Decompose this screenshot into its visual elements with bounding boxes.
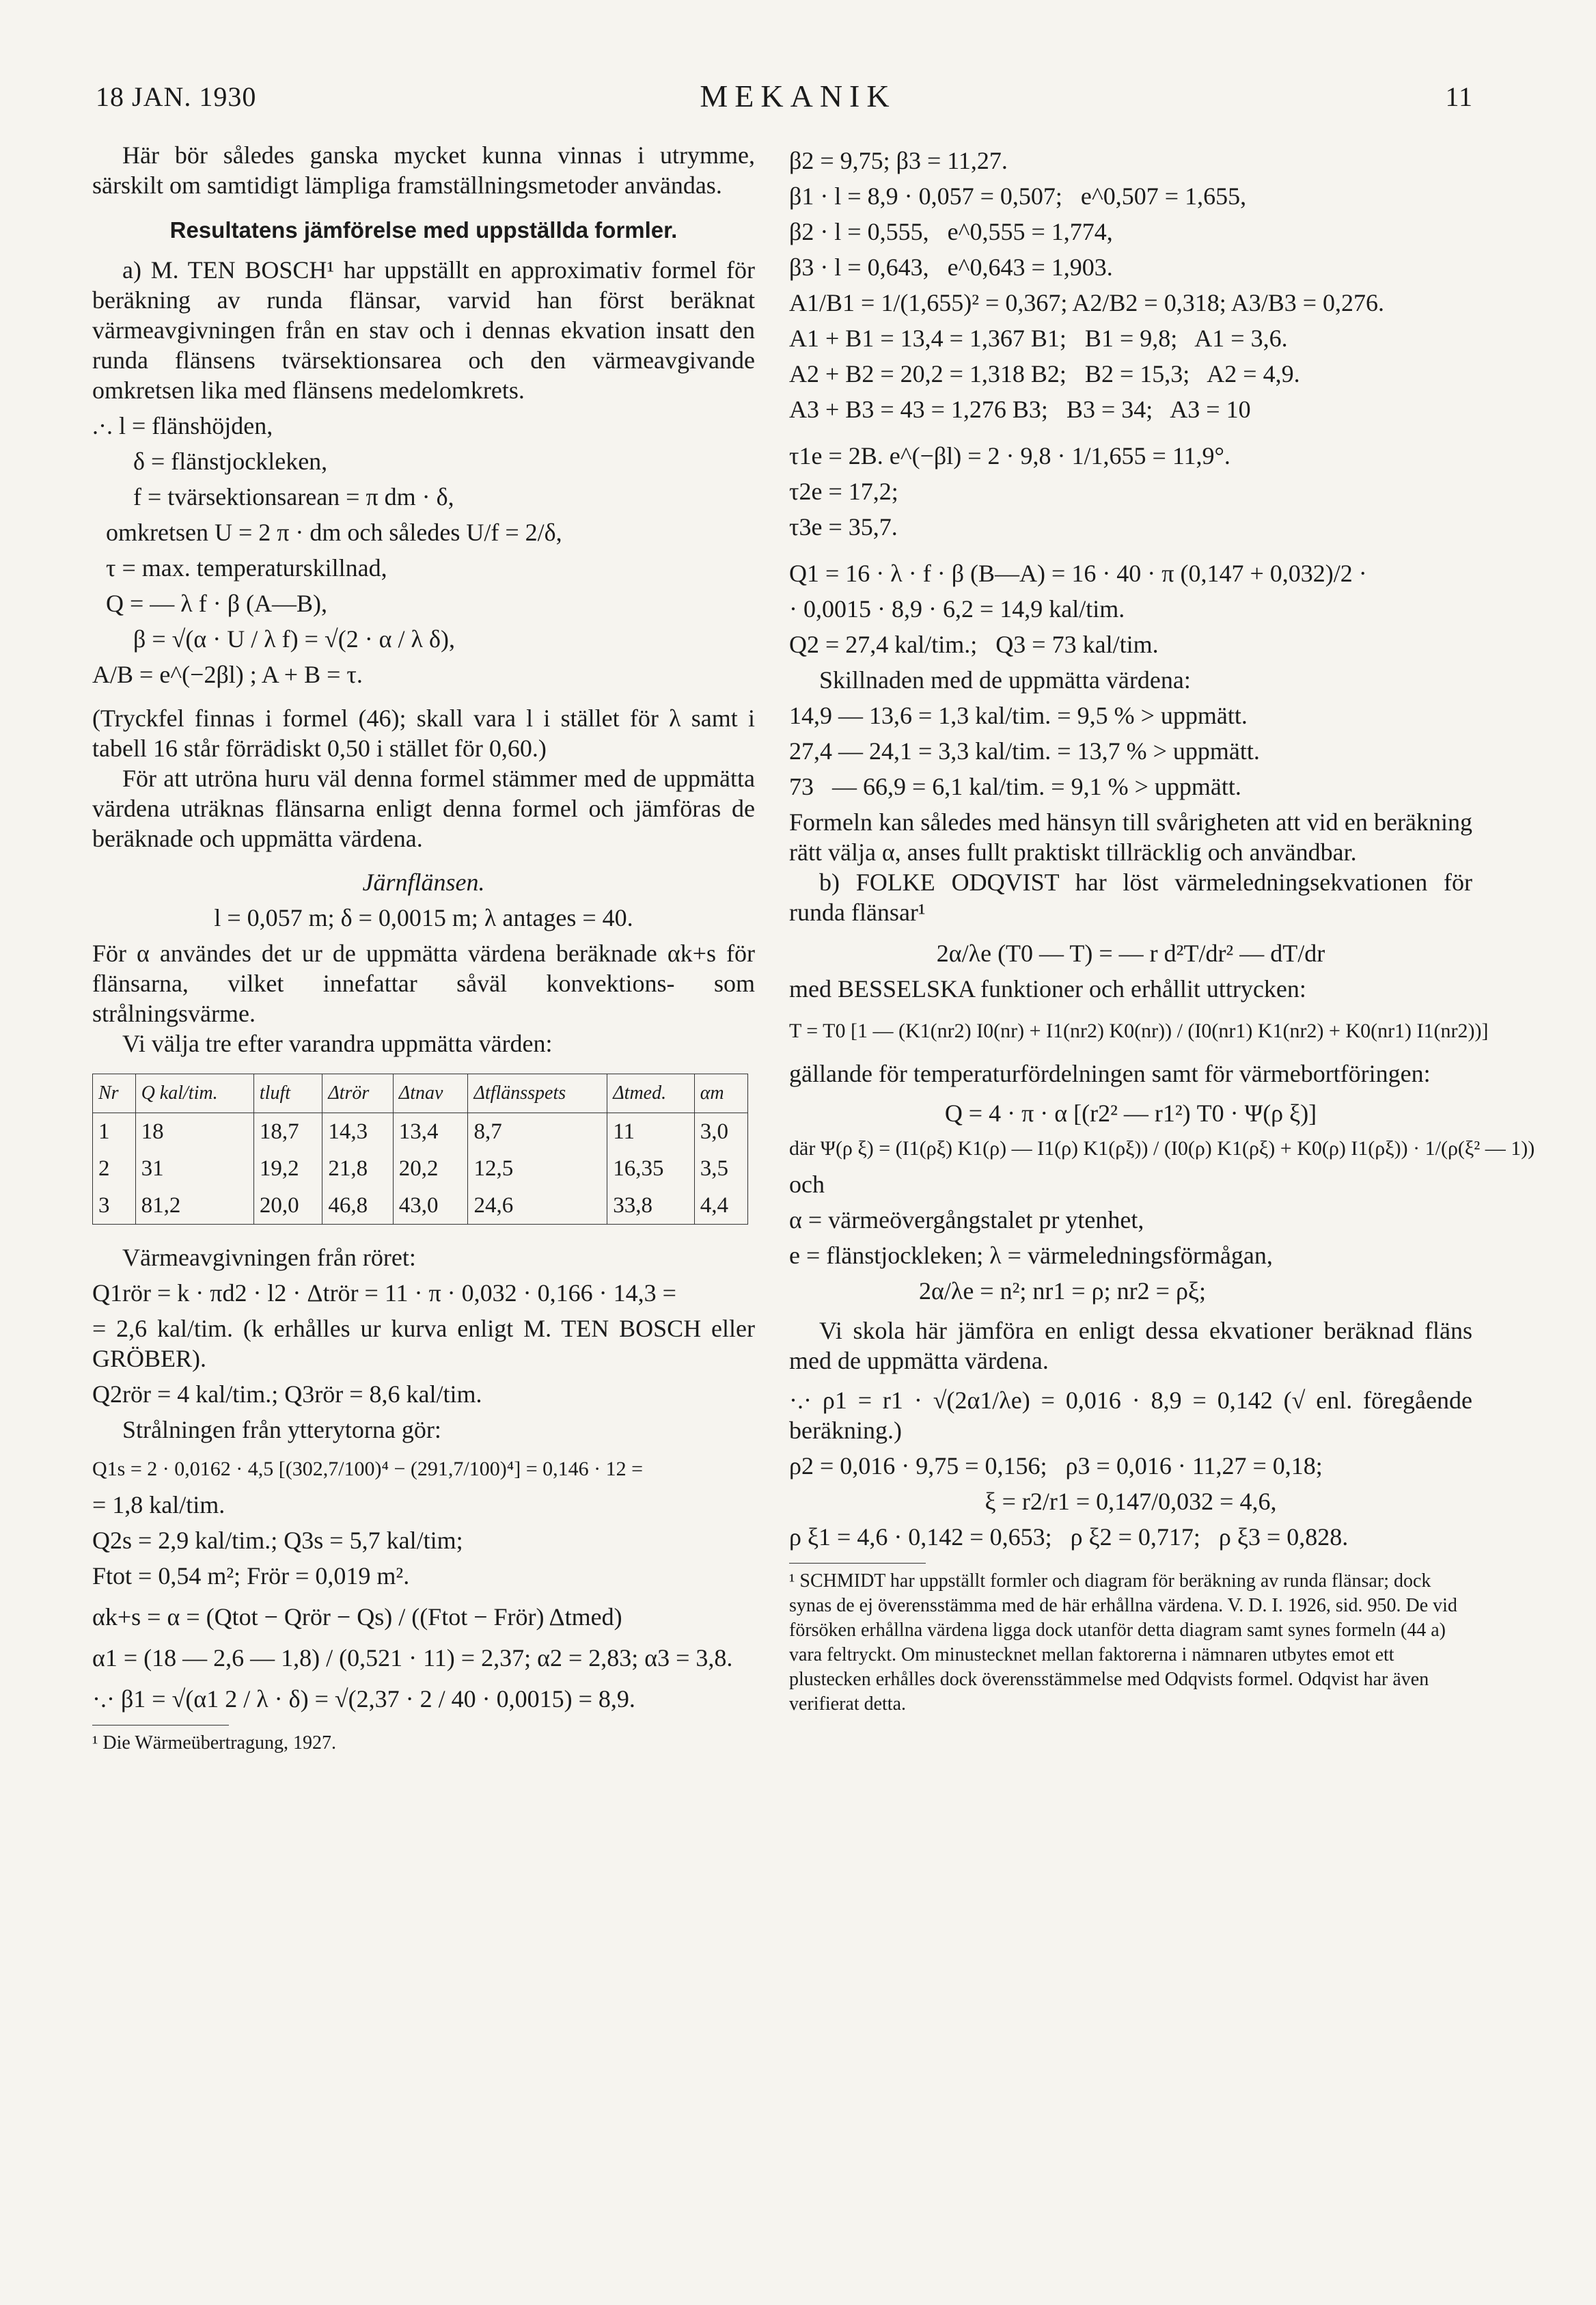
table-cell: 46,8 xyxy=(322,1187,393,1225)
table-cell: 18,7 xyxy=(253,1113,322,1151)
formula-r6: A1 + B1 = 13,4 = 1,367 B1; B1 = 9,8; A1 = 3,6. xyxy=(789,325,1288,352)
table-cell: 19,2 xyxy=(253,1150,322,1187)
formula-alpha-values: α1 = (18 — 2,6 — 1,8) / (0,521 · 11) = 2,37; α2 = 2,83; α3 = 3,8. xyxy=(92,1644,733,1672)
formula-r7: A2 + B2 = 20,2 = 1,318 B2; B2 = 15,3; A2 = 4,9. xyxy=(789,360,1300,387)
difference-3: 73 — 66,9 = 6,1 kal/tim. = 9,1 % > uppmätt. xyxy=(789,773,1241,800)
formula-temperature: T = T0 [1 — (K1(nr2) I0(nr) + I1(nr2) K0(nr)) / (I0(nr1) K1(nr2) + K0(nr1) I1(nr2))] xyxy=(789,1020,1489,1042)
subtitle-iron-fin: Järnflänsen. xyxy=(362,869,485,896)
table-row xyxy=(93,1150,748,1187)
table-cell: 12,5 xyxy=(468,1150,607,1187)
formula-beta1: ·.· β1 = √(α1 2 / λ · δ) = √(2,37 · 2 / 40 · 0,0015) = 8,9. xyxy=(92,1685,635,1713)
col-q: Q kal/tim. xyxy=(135,1074,253,1113)
errata-note: (Tryckfel finnas i formel (46); skall vara l i stället för λ samt i tabell 16 står förrädiskt 0,50 i stället för 0,60.) xyxy=(92,705,755,762)
table-cell: 31 xyxy=(135,1150,253,1187)
formula-rho1: ·.· ρ1 = r1 · √(2α1/λe) = 0,016 · 8,9 = 0,142 (√ enl. föregående beräkning.) xyxy=(789,1387,1472,1444)
formula-r3: β2 · l = 0,555, e^0,555 = 1,774, xyxy=(789,218,1113,245)
parameters: l = 0,057 m; δ = 0,0015 m; λ antages = 40. xyxy=(214,904,633,931)
definition-alpha: α = värmeövergångstalet pr ytenhet, xyxy=(789,1206,1144,1233)
paragraph-validity: gällande för temperaturfördelningen samt för värmebortföringen: xyxy=(789,1060,1431,1087)
formula-q1s-cont: = 1,8 kal/tim. xyxy=(92,1491,225,1518)
formula-q2ror: Q2rör = 4 kal/tim.; Q3rör = 8,6 kal/tim. xyxy=(92,1380,482,1408)
formula-r10: τ2e = 17,2; xyxy=(789,478,898,505)
footnote-rule xyxy=(92,1725,229,1726)
paragraph-check: För att utröna huru väl denna formel stämmer med de uppmätta värdena uträknas flänsarna enligt denna formel och jämföras de beräknade och uppmätta värdena. xyxy=(92,765,755,852)
formula-r12: Q1 = 16 · λ · f · β (B—A) = 16 · 40 · π (0,147 + 0,032)/2 · xyxy=(789,560,1367,587)
paragraph-compare: Vi skola här jämföra en enligt dessa ekvationer beräknad fläns med de uppmätta värdena. xyxy=(789,1317,1472,1374)
word-och: och xyxy=(789,1171,825,1198)
difference-1: 14,9 — 13,6 = 1,3 kal/tim. = 9,5 % > uppmätt. xyxy=(789,702,1248,729)
col-dtmed: Δtmed. xyxy=(607,1074,694,1113)
col-alpha: αm xyxy=(694,1074,747,1113)
definition-f: f = tvärsektionsarean = π dm · δ, xyxy=(133,483,454,510)
paragraph-alpha: För α användes det ur de uppmätta värdena beräknade αk+s för flänsarna, vilket innefattar såväl konvektions- som strålningsvärme. xyxy=(92,940,755,1027)
paragraph-b: b) FOLKE ODQVIST har löst värmeledningsekvationen för runda flänsar¹ xyxy=(789,869,1472,926)
formula-r11: τ3e = 35,7. xyxy=(789,513,898,541)
footnote-rule xyxy=(789,1563,926,1564)
table-cell: 24,6 xyxy=(468,1187,607,1225)
formula-r9: τ1e = 2B. e^(−βl) = 2 · 9,8 · 1/1,655 = 11,9°. xyxy=(789,442,1230,469)
definition-tau: τ = max. temperaturskillnad, xyxy=(106,554,387,582)
table-cell: 20,2 xyxy=(393,1150,468,1187)
col-nr: Nr xyxy=(93,1074,136,1113)
formula-r13: · 0,0015 · 8,9 · 6,2 = 14,9 kal/tim. xyxy=(789,595,1125,623)
col-dtnav: Δtnav xyxy=(393,1074,468,1113)
formula-ftot: Ftot = 0,54 m²; Frör = 0,019 m². xyxy=(92,1562,410,1590)
formula-rho-xi: ρ ξ1 = 4,6 · 0,142 = 0,653; ρ ξ2 = 0,717; ρ ξ3 = 0,828. xyxy=(789,1523,1349,1551)
table-cell: 20,0 xyxy=(253,1187,322,1225)
formula-n: 2α/λe = n²; nr1 = ρ; nr2 = ρξ; xyxy=(919,1277,1206,1305)
formula-heat-equation: 2α/λe (T0 — T) = — r d²T/dr² — dT/dr xyxy=(936,940,1325,967)
formula-q: Q = — λ f · β (A—B), xyxy=(106,590,328,617)
formula-r8: A3 + B3 = 43 = 1,276 B3; B3 = 34; A3 = 10 xyxy=(789,396,1251,423)
paragraph-choose: Vi välja tre efter varandra uppmätta värden: xyxy=(122,1030,553,1057)
formula-beta: β = √(α · U / λ f) = √(2 · α / λ δ), xyxy=(133,625,455,653)
formula-q1ror: Q1rör = k · πd2 · l2 · Δtrör = 11 · π · 0,032 · 0,166 · 14,3 = xyxy=(92,1279,676,1307)
paragraph-a: a) M. TEN BOSCH¹ har uppställt en approximativ formel för beräkning av runda flänsar, varvid han först beräknat värmeavgivningen från en stav och i dennas ekvation insatt den runda flänsens tvärsektionsarea och den värmeavgivande omkretsen lika med flänsens medelomkrets. xyxy=(92,256,755,404)
right-column xyxy=(789,140,1535,1717)
table-cell: 33,8 xyxy=(607,1187,694,1225)
table-cell: 14,3 xyxy=(322,1113,393,1151)
table-header-row xyxy=(93,1074,748,1113)
formula-q2s: Q2s = 2,9 kal/tim.; Q3s = 5,7 kal/tim; xyxy=(92,1527,463,1554)
heat-output-label: Värmeavgivningen från röret: xyxy=(122,1244,416,1271)
table-row xyxy=(93,1113,748,1151)
col-dtror: Δtrör xyxy=(322,1074,393,1113)
formula-ab: A/B = e^(−2βl) ; A + B = τ. xyxy=(92,661,363,688)
formula-r5: A1/B1 = 1/(1,655)² = 0,367; A2/B2 = 0,318; A3/B3 = 0,276. xyxy=(789,289,1385,316)
difference-label: Skillnaden med de uppmätta värdena: xyxy=(819,666,1191,694)
page-number: 11 xyxy=(1445,81,1473,112)
measurement-table xyxy=(92,1074,748,1225)
formula-r1: β2 = 9,75; β3 = 11,27. xyxy=(789,147,1008,174)
formula-q1s: Q1s = 2 · 0,0162 · 4,5 [(302,7/100)⁴ − (291,7/100)⁴] = 0,146 · 12 = xyxy=(92,1458,644,1480)
col-dtspets: Δtflänsspets xyxy=(468,1074,607,1113)
section-heading: Resultatens jämförelse med uppställda formler. xyxy=(169,217,678,243)
table-cell: 4,4 xyxy=(694,1187,747,1225)
issue-date: 18 JAN. 1930 xyxy=(96,81,257,112)
table-cell: 1 xyxy=(93,1113,136,1151)
table-row xyxy=(93,1187,748,1225)
left-column xyxy=(92,140,755,1756)
definition-u: omkretsen U = 2 π · dm och således U/f = 2/δ, xyxy=(106,519,562,546)
difference-2: 27,4 — 24,1 = 3,3 kal/tim. = 13,7 % > uppmätt. xyxy=(789,737,1260,765)
formula-q-bessel: Q = 4 · π · α [(r2² — r1²) T0 · Ψ(ρ ξ)] xyxy=(944,1100,1317,1127)
paragraph-conclusion: Formeln kan således med hänsyn till svårigheten att vid en beräkning rätt välja α, anses fullt praktiskt tillräcklig och användbar. xyxy=(789,808,1472,866)
formula-r4: β3 · l = 0,643, e^0,643 = 1,903. xyxy=(789,254,1113,281)
formula-rho23: ρ2 = 0,016 · 9,75 = 0,156; ρ3 = 0,016 · 11,27 = 0,18; xyxy=(789,1452,1323,1479)
table-cell: 3,5 xyxy=(694,1150,747,1187)
table-cell: 11 xyxy=(607,1113,694,1151)
formula-r2: β1 · l = 8,9 · 0,057 = 0,507; e^0,507 = 1,655, xyxy=(789,182,1247,210)
definition-l: .·. l = flänshöjden, xyxy=(92,412,273,439)
bessel-label: med BESSELSKA funktioner och erhållit uttrycken: xyxy=(789,975,1306,1003)
formula-r14: Q2 = 27,4 kal/tim.; Q3 = 73 kal/tim. xyxy=(789,631,1159,658)
table-cell: 2 xyxy=(93,1150,136,1187)
footnote-right: ¹ SCHMIDT har uppställt formler och diagram för beräkning av runda flänsar; dock synas de ej överensstämma med de här erhållna värdena. V. D. I. 1926, sid. 950. De vid försöken erhållna värdena ligga dock utanför detta diagram samt synes formeln (44 a) vara feltryckt. Om minustecknet mellan faktorerna i nämnaren utbytes emot ett plustecken erhålles dock överensstämmelse med Odqvists formel. Odqvist har även verifierat detta. xyxy=(789,1570,1457,1715)
formula-psi: där Ψ(ρ ξ) = (I1(ρξ) K1(ρ) — I1(ρ) K1(ρξ)) / (I0(ρ) K1(ρξ) + K0(ρ) I1(ρξ)) · 1/(ρ(ξ² — 1)) xyxy=(789,1137,1535,1160)
table-cell: 81,2 xyxy=(135,1187,253,1225)
footnote-left: ¹ Die Wärmeübertragung, 1927. xyxy=(92,1732,336,1754)
col-tluft: tluft xyxy=(253,1074,322,1113)
intro-paragraph: Här bör således ganska mycket kunna vinnas i utrymme, särskilt om samtidigt lämpliga framställningsmetoder användas. xyxy=(92,141,755,199)
table-cell: 43,0 xyxy=(393,1187,468,1225)
definition-delta: δ = flänstjockleken, xyxy=(133,448,328,475)
definition-e-lambda: e = flänstjockleken; λ = värmeledningsförmågan, xyxy=(789,1242,1273,1269)
table-cell: 21,8 xyxy=(322,1150,393,1187)
formula-q1ror-cont: = 2,6 kal/tim. (k erhålles ur kurva enligt M. TEN BOSCH eller GRÖBER). xyxy=(92,1315,755,1372)
table-cell: 18 xyxy=(135,1113,253,1151)
formula-xi: ξ = r2/r1 = 0,147/0,032 = 4,6, xyxy=(985,1488,1277,1515)
table-cell: 3 xyxy=(93,1187,136,1225)
table-cell: 16,35 xyxy=(607,1150,694,1187)
radiation-label: Strålningen från ytterytorna gör: xyxy=(122,1416,441,1443)
table-cell: 3,0 xyxy=(694,1113,747,1151)
journal-title: MEKANIK xyxy=(700,79,896,113)
table-cell: 8,7 xyxy=(468,1113,607,1151)
table-cell: 13,4 xyxy=(393,1113,468,1151)
formula-alpha: αk+s = α = (Qtot − Qrör − Qs) / ((Ftot − Frör) Δtmed) xyxy=(92,1603,622,1631)
